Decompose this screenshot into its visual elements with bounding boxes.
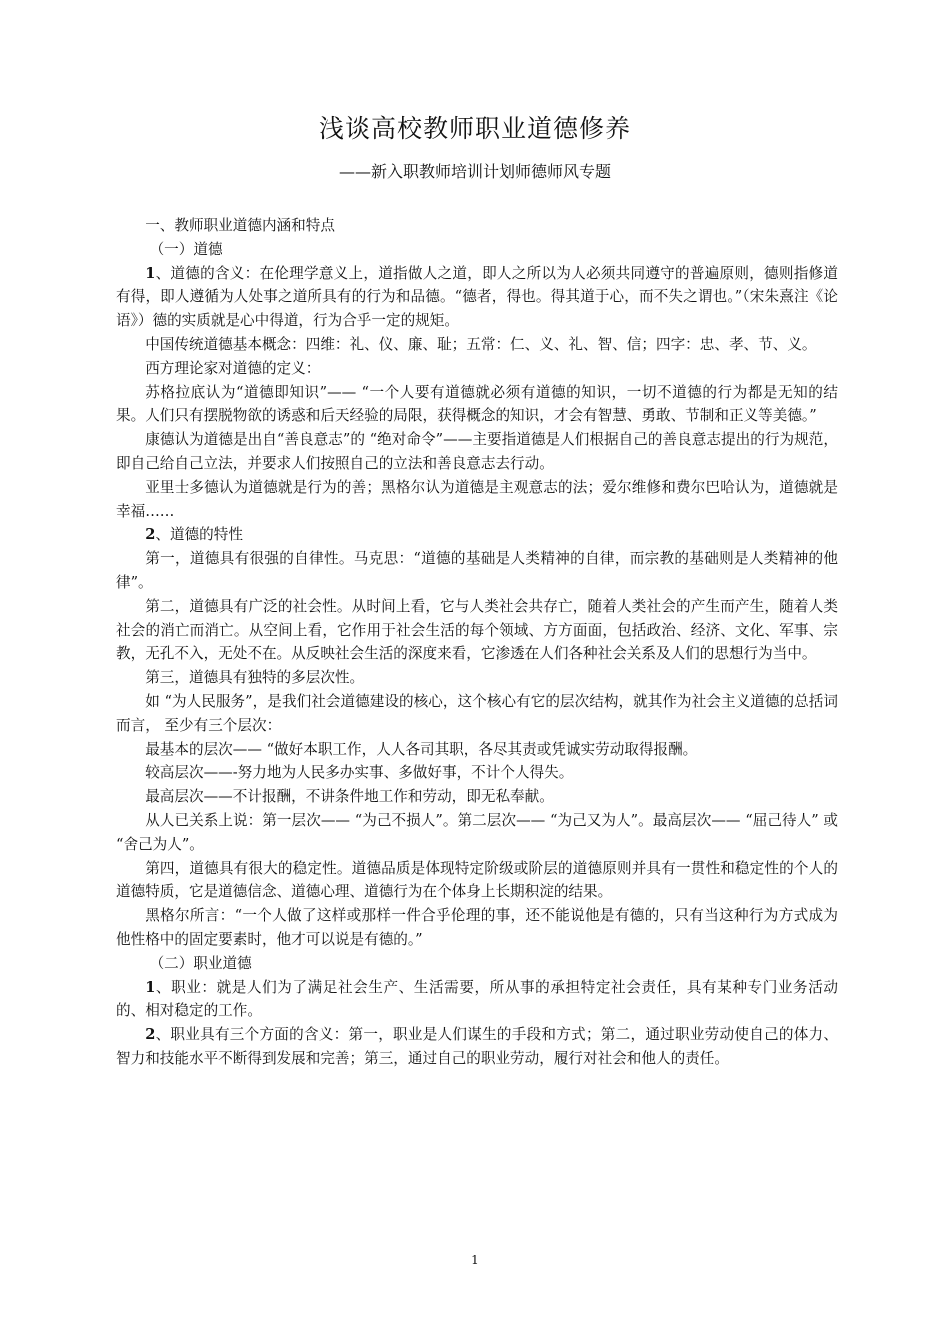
paragraph-text: 、道德的特性 bbox=[155, 526, 243, 544]
paragraph-trait-3: 第三，道德具有独特的多层次性。 bbox=[145, 669, 365, 687]
paragraph-hegel: 黑格尔所言：“一个人做了这样或那样一件合乎伦理的事，还不能说他是有德的，只有当这种行为方式成为他性格中的固定要素时，他才可以说是有德的。” bbox=[116, 907, 838, 948]
item-number: 2 bbox=[145, 1026, 156, 1044]
paragraph-serve-people: 如 “为人民服务”，是我们社会道德建设的核心，这个核心有它的层次结构，就其作为社会主义道德的总括词而言， 至少有三个层次： bbox=[116, 692, 838, 734]
paragraph-text: 、职业：就是人们为了满足社会生产、生活需要，所从事的承担特定社会责任，具有某种专门业务活动的、相对稳定的工作。 bbox=[116, 978, 838, 1020]
document-subtitle: ——新入职教师培训计划师德师风专题 bbox=[338, 162, 611, 181]
paragraph-western-intro: 西方理论家对道德的定义： bbox=[145, 359, 321, 377]
paragraph-trait-1: 第一，道德具有很强的自律性。马克思：“道德的基础是人类精神的自律，而宗教的基础则是人类精神的他律”。 bbox=[116, 550, 838, 591]
paragraph-morality-definition bbox=[116, 262, 838, 333]
paragraph-morality-traits bbox=[116, 523, 838, 547]
paragraph-kant: 康德认为道德是出自“善良意志”的 “绝对命令”——主要指道德是人们根据自己的善良意志提出的行为规范，即自己给自己立法，并要求人们按照自己的立法和善良意志去行动。 bbox=[116, 431, 838, 472]
paragraph-chinese-morality: 中国传统道德基本概念：四维：礼、仪、廉、耻；五常：仁、义、礼、智、信；四字：忠、孝、节、义。 bbox=[145, 335, 817, 353]
paragraph-socrates: 苏格拉底认为“道德即知识”—— “一个人要有道德就必须有道德的知识，一切不道德的行为都是无知的结果。人们只有摆脱物欲的诱惑和后天经验的局限，获得概念的知识，才会有智慧、勇敢、节制和正义等美德。” bbox=[116, 383, 838, 425]
section-heading-1: 一、教师职业道德内涵和特点 bbox=[145, 217, 335, 234]
paragraph-aristotle: 亚里士多德认为道德就是行为的善；黑格尔认为道德是主观意志的法；爱尔维修和费尔巴哈认为，道德就是幸福…… bbox=[116, 478, 838, 520]
subsection-heading-morality: （一）道德 bbox=[149, 240, 223, 258]
page-number: 1 bbox=[471, 1253, 479, 1267]
item-number: 2 bbox=[145, 526, 156, 544]
document-body bbox=[116, 214, 838, 1071]
paragraph-level-highest: 最高层次——不计报酬，不讲条件地工作和劳动，即无私奉献。 bbox=[145, 788, 554, 806]
paragraph-profession-definition bbox=[116, 976, 838, 1024]
paragraph-level-basic: 最基本的层次—— “做好本职工作，人人各司其职，各尽其责或凭诚实劳动取得报酬。 bbox=[145, 740, 698, 758]
paragraph-profession-meanings bbox=[116, 1023, 838, 1071]
paragraph-relationship-levels: 从人已关系上说：第一层次—— “为己不损人”。第二层次—— “为己又为人”。最高层次—— “屈己待人” 或 “舍己为人”。 bbox=[116, 811, 838, 853]
paragraph-text: 、职业具有三个方面的含义：第一，职业是人们谋生的手段和方式；第二，通过职业劳动使自己的体力、智力和技能水平不断得到发展和完善；第三，通过自己的职业劳动，履行对社会和他人的责任。 bbox=[116, 1026, 838, 1067]
item-number: 1 bbox=[145, 264, 156, 282]
document-title: 浅谈高校教师职业道德修养 bbox=[318, 114, 631, 143]
item-number: 1 bbox=[145, 978, 156, 996]
paragraph-trait-2: 第二，道德具有广泛的社会性。从时间上看，它与人类社会共存亡，随着人类社会的产生而产生，随着人类社会的消亡而消亡。从空间上看，它作用于社会生活的每个领域、方方面面，包括政治、经济、文化、军事、宗教，无孔不入，无处不在。从反映社会生活的深度来看，它渗透在人们各种社会关系及人们的思想行为当中。 bbox=[116, 597, 838, 663]
subsection-heading-professional-ethics: （二）职业道德 bbox=[149, 954, 252, 972]
paragraph-level-higher: 较高层次——-努力地为人民多办实事、多做好事，不计个人得失。 bbox=[145, 764, 574, 782]
paragraph-text: 、道德的含义：在伦理学意义上，道指做人之道，即人之所以为人必须共同遵守的普遍原则，德则指修道有得，即人遵循为人处事之道所具有的行为和品德。“德者，得也。得其道于心，而不失之谓也。”（宋朱熹注《论语》）德的实质就是心中得道，行为合乎一定的规矩。 bbox=[116, 264, 838, 330]
paragraph-trait-4: 第四，道德具有很大的稳定性。道德品质是体现特定阶级或阶层的道德原则并具有一贯性和稳定性的个人的道德特质，它是道德信念、道德心理、道德行为在个体身上长期积淀的结果。 bbox=[116, 859, 838, 901]
